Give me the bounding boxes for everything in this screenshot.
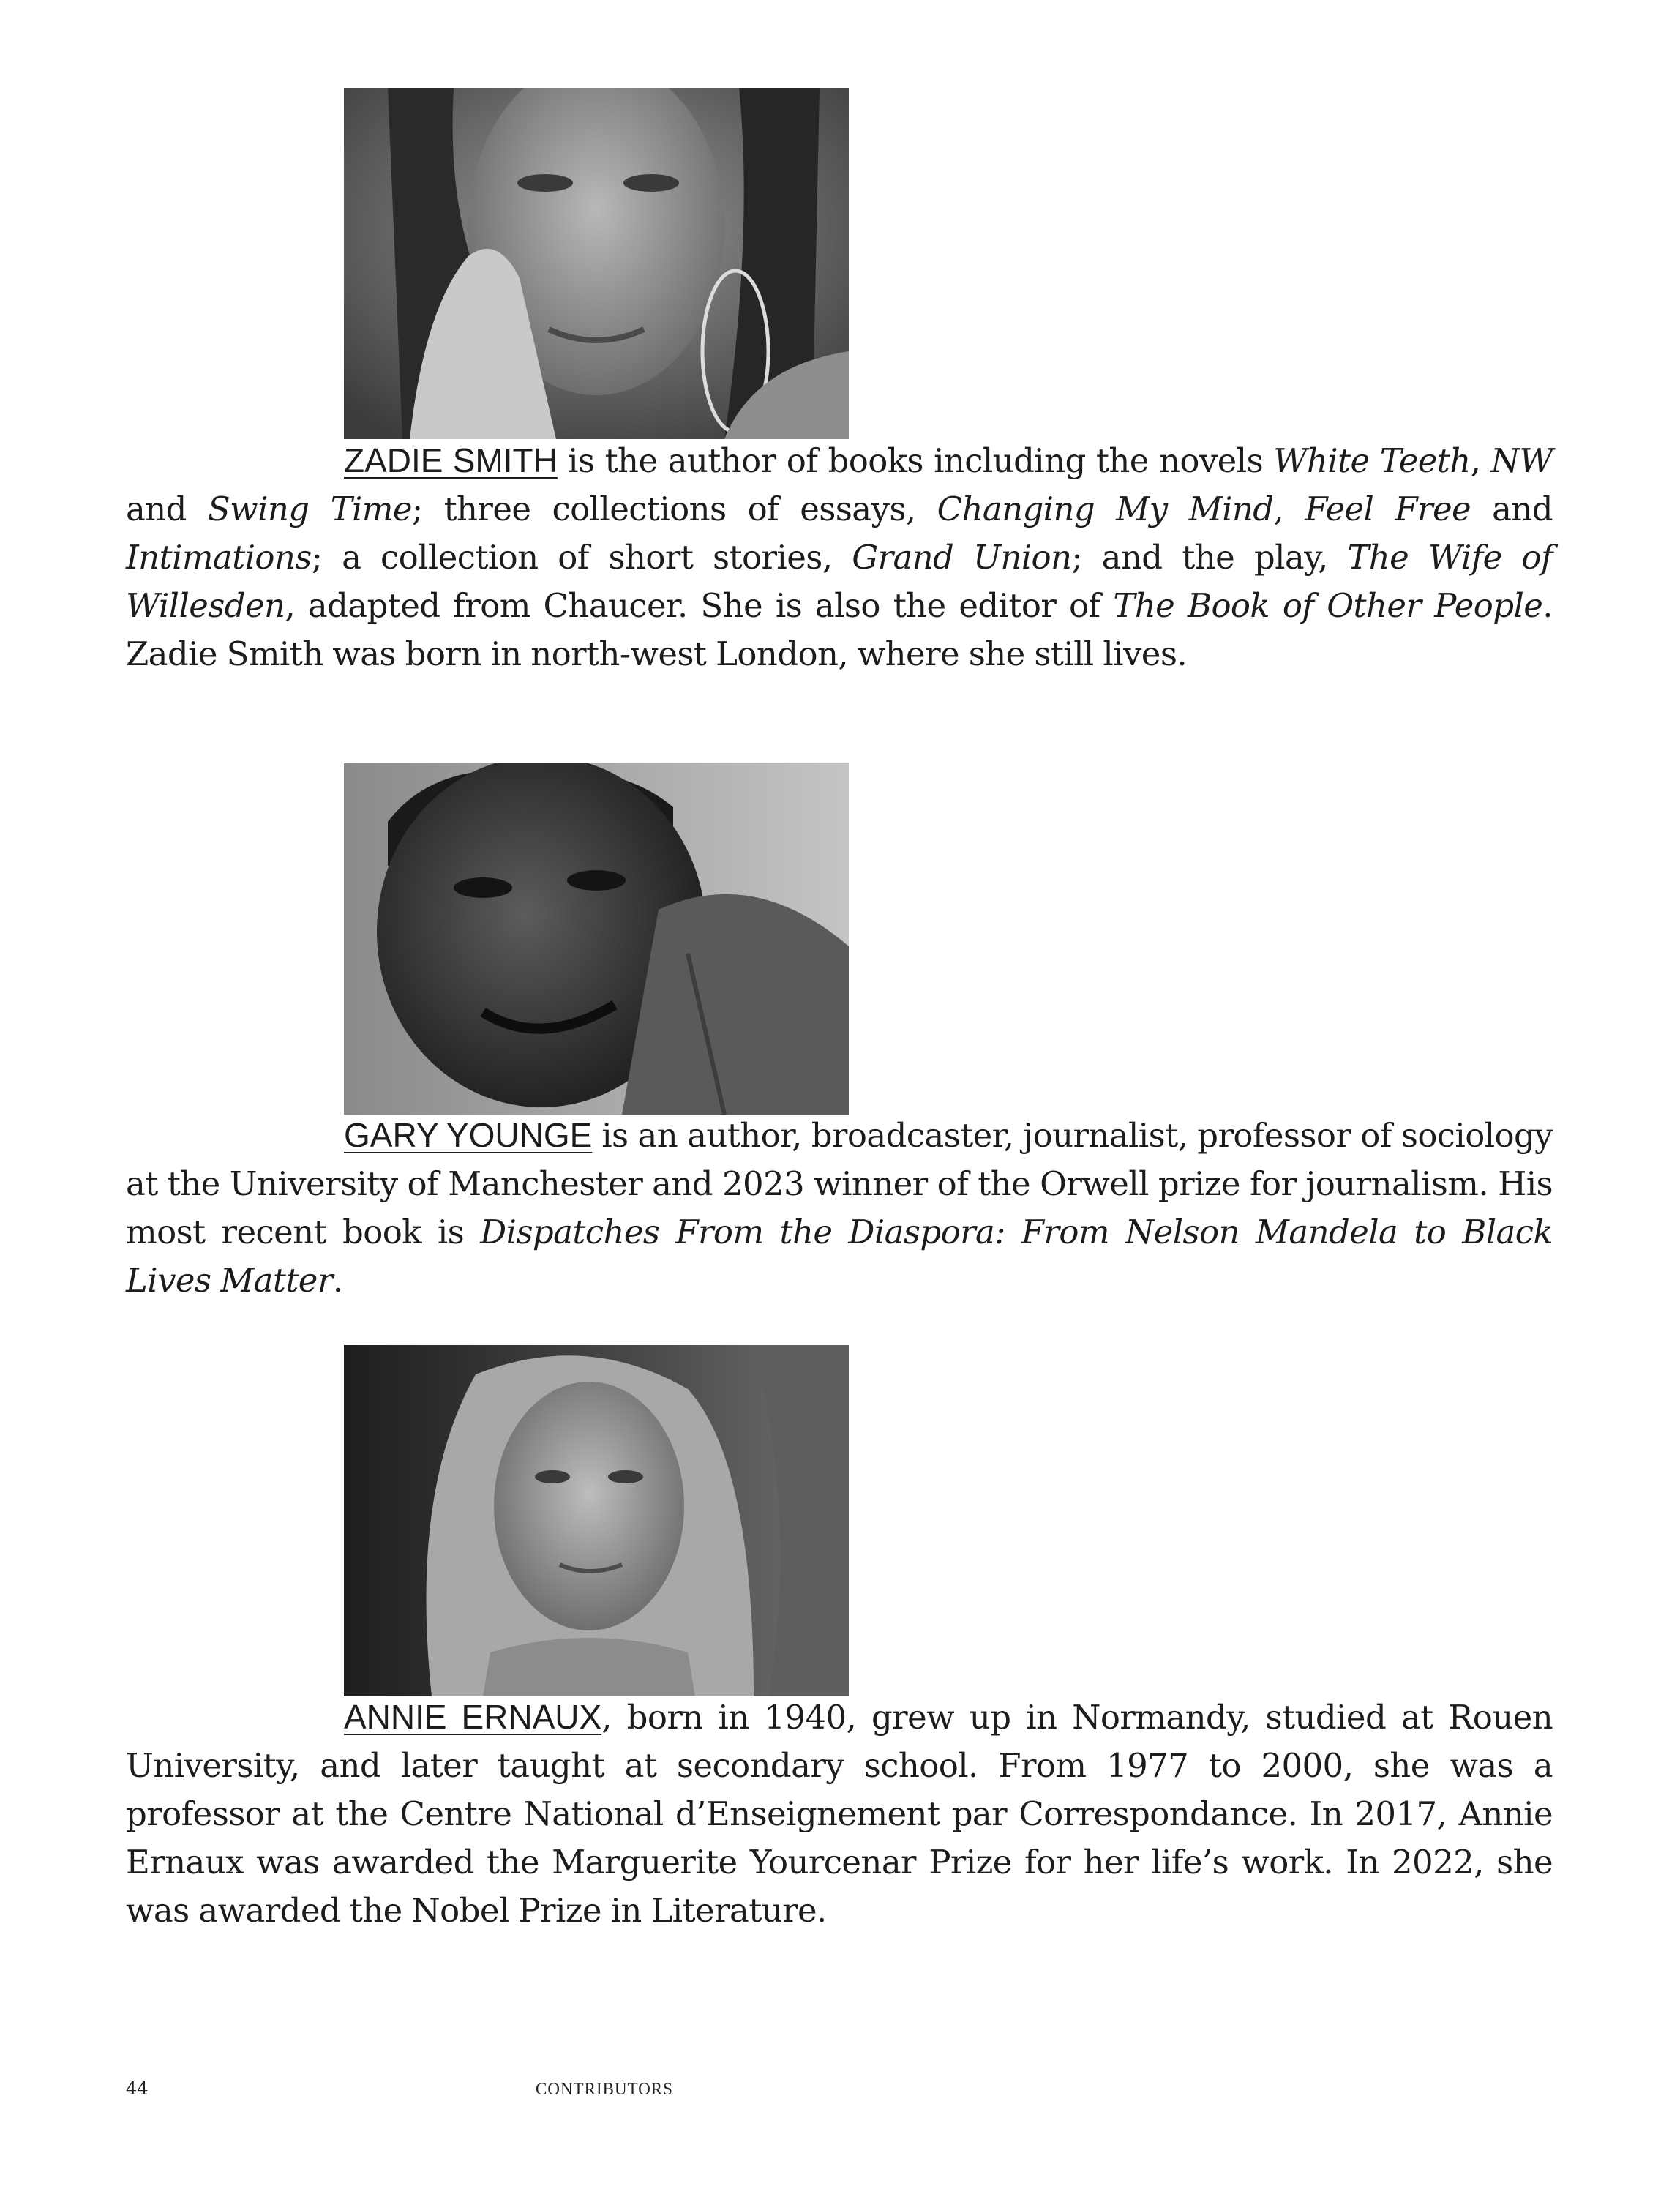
book-title: Changing My Mind (937, 490, 1274, 528)
contributor-name: GARY YOUNGE (344, 1116, 593, 1154)
portrait-image (344, 763, 849, 1115)
contributor-photo-gary-younge (344, 763, 849, 1115)
book-title: Dispatches From the Diaspora: From Nelson Mandela to Black Lives Matter (126, 1213, 1553, 1300)
book-title: The Wife of Willesden (126, 538, 1553, 625)
book-title: White Teeth (1273, 441, 1471, 480)
contributor-bio-annie-ernaux: ANNIE ERNAUX, born in 1940, grew up in Normandy, studied at Rouen University, and later taught at secondary school. From 1977 to 2000, she was a professor at the Centre National d’Enseignement par Correspondance. In 2017, Annie Ernaux was awarded the Marguerite Yourcenar Prize for her life’s work. In 2022, she was awarded the Nobel Prize in Literature. (126, 1698, 1553, 1930)
contributor-bio-zadie-smith: ZADIE SMITH is the author of books including the novels White Teeth, NW and Swing Time; three collections of essays, Changing My Mind, Feel Free and Intimations; a collection of short stories, Grand Union; and the play, The Wife of Willesden, adapted from Chaucer. She is also the editor of The Book of Other People. Zadie Smith was born in north-west London, where she still lives. (126, 441, 1553, 673)
portrait-image (344, 1345, 849, 1696)
contributor-name: ANNIE ERNAUX (344, 1698, 602, 1736)
book-title: Grand Union (852, 538, 1072, 577)
book-title: Swing Time (207, 490, 412, 528)
contributor-photo-zadie-smith (344, 88, 849, 439)
contributor-name: ZADIE SMITH (344, 441, 558, 479)
page-number: 44 (126, 2078, 149, 2099)
contributor-photo-annie-ernaux (344, 1345, 849, 1696)
book-title: The Book of Other People (1113, 586, 1543, 625)
book-title: NW (1490, 441, 1553, 480)
book-title: Intimations (126, 538, 312, 577)
portrait-image (344, 88, 849, 439)
book-title: Feel Free (1305, 490, 1471, 528)
section-label: CONTRIBUTORS (536, 2080, 673, 2098)
contributor-bio-gary-younge: GARY YOUNGE is an author, broadcaster, journalist, professor of sociology at the University of Manchester and 2023 winner of the Orwell prize for journalism. His most recent book is Dispatches From the Diaspora: From Nelson Mandela to Black Lives Matter. (126, 1116, 1553, 1300)
